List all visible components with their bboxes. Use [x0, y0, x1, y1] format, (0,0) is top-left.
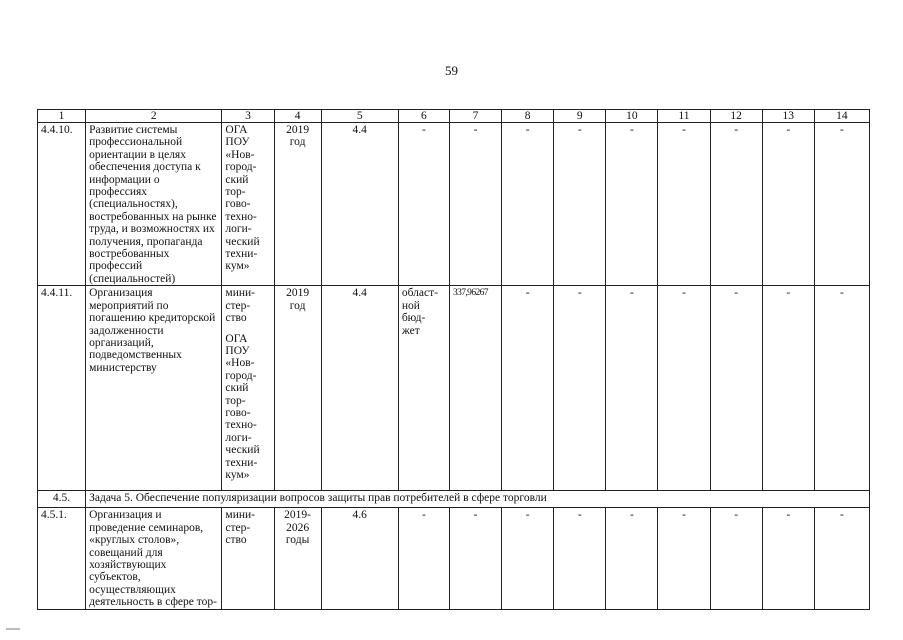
value-cell: - [606, 508, 658, 609]
period-line: годы [285, 534, 310, 547]
executor-line: ство [225, 534, 247, 547]
indicator-cell: 4.6 [321, 508, 398, 609]
executor-line: город- [225, 161, 257, 174]
executor-line: ческий [225, 444, 260, 457]
source-line: ной [401, 299, 420, 312]
header-cell: 13 [762, 110, 814, 123]
period-cell [274, 286, 321, 491]
value-cell: - [762, 508, 814, 609]
period-line: 2026 [286, 521, 310, 534]
source-line: жет [401, 324, 420, 337]
value-cell: - [658, 286, 710, 491]
value-cell: - [710, 123, 762, 286]
executor-cell [222, 286, 274, 491]
header-cell: 4 [274, 110, 321, 123]
executor-line: «Нов- [225, 148, 255, 161]
amount-cell: 337,96267 [449, 286, 501, 491]
value-cell: - [658, 123, 710, 286]
activity-name: Организация мероприятий по погашению кредиторской задолженности организаций, подведомственных министерству [86, 286, 222, 491]
table-row [38, 123, 870, 286]
executor-line: мини- [225, 509, 255, 522]
source-cell: - [398, 508, 449, 609]
executor-line: тор- [225, 394, 246, 407]
executor-line: логи- [225, 431, 252, 444]
executor-line: гово- [225, 198, 251, 211]
value-cell: - [814, 123, 869, 286]
executor-line: стер- [225, 299, 251, 312]
value-cell: - [762, 123, 814, 286]
value-cell: - [710, 286, 762, 491]
value-cell: - [762, 286, 814, 491]
executor-line: стер- [225, 521, 251, 534]
value-cell: - [502, 508, 554, 609]
period-cell [274, 508, 321, 609]
value-cell: - [554, 123, 606, 286]
source-line: област- [401, 287, 438, 300]
value-cell: - [814, 286, 869, 491]
table-row [38, 286, 870, 491]
header-cell: 6 [398, 110, 449, 123]
executor-line: техно- [225, 210, 257, 223]
header-cell: 9 [554, 110, 606, 123]
executor-line: ОГА [225, 124, 248, 136]
source-line: бюд- [401, 312, 426, 325]
period-line: 2019- [284, 509, 312, 522]
activity-name: Организация и проведение семинаров, «круглых столов», совещаний для хозяйствующих субъектов, осуществляющих деятельность в сфере тор- [86, 508, 222, 609]
value-cell: - [606, 286, 658, 491]
header-row [38, 110, 870, 123]
header-cell: 14 [814, 110, 869, 123]
executor-line: город- [225, 369, 257, 382]
executor-line: логи- [225, 223, 252, 236]
period-cell [274, 123, 321, 286]
header-cell: 8 [502, 110, 554, 123]
row-number: 4.4.11. [38, 286, 86, 491]
value-cell: - [814, 508, 869, 609]
scan-mark [6, 628, 20, 630]
executor-line: ство [225, 312, 247, 325]
executor-line: ОГА [225, 332, 248, 345]
task-row [38, 491, 870, 508]
value-cell: - [554, 286, 606, 491]
source-cell [398, 286, 449, 491]
executor-cell [222, 123, 274, 286]
executor-line: ПОУ [225, 344, 250, 357]
row-number: 4.5. [38, 491, 86, 508]
header-cell: 1 [38, 110, 86, 123]
header-cell: 5 [321, 110, 398, 123]
period-line: год [289, 299, 306, 312]
executor-line: гово- [225, 406, 251, 419]
row-number: 4.4.10. [38, 123, 86, 286]
document-table [37, 109, 870, 610]
executor-line: тор- [225, 186, 246, 199]
executor-line: кум» [225, 468, 250, 481]
value-cell: - [554, 508, 606, 609]
header-cell: 12 [710, 110, 762, 123]
header-cell: 11 [658, 110, 710, 123]
value-cell: - [606, 123, 658, 286]
value-cell: - [710, 508, 762, 609]
executor-line: мини- [225, 287, 255, 300]
executor-line: ПОУ [225, 136, 250, 149]
executor-line: техно- [225, 419, 257, 432]
executor-cell [222, 508, 274, 609]
activity-name: Развитие системы профессиональной ориентации в целях обеспечения доступа к информации о профессиях (специальностях), востребованных на рынке труда, и возможностях их получения, пропаганда востребованных профессий (специальностей) [86, 123, 222, 286]
task-title: Задача 5. Обеспечение популяризации вопросов защиты прав потребителей в сфере торговли [86, 491, 870, 508]
executor-line: техни- [225, 248, 258, 261]
period-line: 2019 [286, 287, 310, 300]
page-number: 59 [445, 63, 458, 78]
header-cell: 10 [606, 110, 658, 123]
value-cell: - [502, 123, 554, 286]
executor-line: кум» [225, 260, 250, 273]
table-row [38, 508, 870, 609]
value-cell: - [502, 286, 554, 491]
executor-line: ский [225, 382, 249, 395]
value-cell: - [658, 508, 710, 609]
amount-cell: - [449, 123, 501, 286]
header-cell: 7 [449, 110, 501, 123]
source-cell: - [398, 123, 449, 286]
amount-cell: - [449, 508, 501, 609]
period-line: год [289, 136, 306, 149]
period-line: 2019 [286, 124, 310, 136]
executor-gap [225, 325, 270, 333]
indicator-cell: 4.4 [321, 286, 398, 491]
executor-line: «Нов- [225, 357, 255, 370]
indicator-cell: 4.4 [321, 123, 398, 286]
header-cell: 2 [86, 110, 222, 123]
executor-line: ский [225, 173, 249, 186]
row-number: 4.5.1. [38, 508, 86, 609]
executor-line: техни- [225, 456, 258, 469]
executor-line: ческий [225, 235, 260, 248]
header-cell: 3 [222, 110, 274, 123]
